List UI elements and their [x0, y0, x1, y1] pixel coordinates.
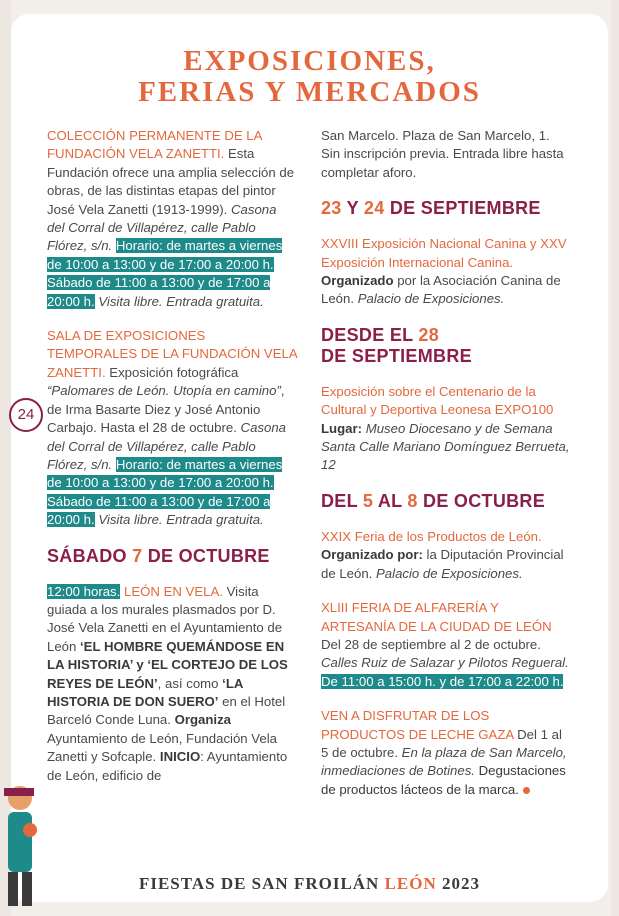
entry-leon-en-vela: [47, 583, 297, 785]
date-heading-7-october: [47, 546, 297, 567]
entry-place: Palacio de Exposiciones.: [357, 291, 505, 307]
page-number-badge: 24: [9, 398, 43, 432]
date-text: DE OCTUBRE: [417, 490, 546, 511]
entry-hours-saturday: Sábado de 11:00 a 13:00 y de 17:00 a 20:00 h.: [47, 275, 271, 309]
entry-dates: Del 28 de septiembre al 2 de octubre.: [321, 636, 541, 652]
entry-works: ‘EL HOMBRE QUEMÁNDOSE EN LA HISTORIA’ y ‘EL CORTEJO DE LOS REYES DE LEÓN’: [47, 638, 288, 691]
entry-admission: Visita libre. Entrada gratuita.: [98, 512, 264, 528]
date-number: 23: [321, 198, 342, 219]
date-text: DESDE EL: [321, 324, 419, 345]
entry-heading: VEN A DISFRUTAR DE LOS PRODUCTOS DE LECHE GAZA: [321, 708, 514, 742]
entry-organizer-label: Organizado por:: [321, 547, 423, 563]
footer-text: FIESTAS DE SAN FROILÁN: [138, 874, 385, 893]
date-number: 24: [363, 198, 385, 219]
entry-body: Visita guiada a los murales plasmados por D. José Vela Zanetti en el Ayuntamiento de León: [47, 583, 283, 654]
entry-place: En la plaza de San Marcelo, inmediaciones de Botines.: [321, 744, 567, 779]
entry-feria-productos: [321, 528, 571, 583]
entry-place: Casona del Corral de Villapérez, calle Pablo Flórez, s/n.: [47, 201, 277, 254]
entry-place: Museo Diocesano y de Semana Santa Calle Mariano Domínguez Berrueta, 12: [321, 420, 570, 473]
left-column: [47, 127, 297, 785]
entry-body-cont: , de Irma Basarte Diez y José Antonio Carbajo. Hasta el 28 de octubre.: [47, 383, 285, 436]
entry-heading: XXVIII Exposición Nacional Canina y XXV Exposición Internacional Canina.: [321, 236, 567, 270]
entry-hours: De 11:00 a 15:00 h. y de 17:00 a 22:00 h.: [321, 673, 564, 689]
entry-organizer-label: Organiza: [174, 712, 232, 728]
right-column: [321, 127, 571, 799]
entry-coleccion: [47, 127, 297, 311]
entry-place: Casona del Corral de Villapérez, calle Pablo Flórez, s/n.: [47, 420, 287, 472]
footer-city: LEÓN: [384, 874, 437, 893]
entry-continuation: San Marcelo. Plaza de San Marcelo, 1. Sin inscripción previa. Entrada libre hasta completar aforo.: [321, 128, 564, 180]
entry-body: en el Hotel Barceló Conde Luna.: [47, 693, 286, 728]
entry-body: Exposición fotográfica: [109, 364, 239, 380]
entry-admission: Visita libre. Entrada gratuita.: [98, 293, 264, 309]
entry-hours: Horario: de martes a viernes de 10:00 a 13:00 y de 17:00 a 20:00 h.: [47, 238, 283, 272]
date-text: DE OCTUBRE: [142, 545, 270, 566]
entry-heading: XLIII FERIA DE ALFARERÍA Y ARTESANÍA DE LA CIUDAD DE LEÓN: [321, 600, 552, 634]
entry-dates: Del 1 al 5 de octubre.: [321, 726, 562, 760]
entry-place-label: Lugar:: [321, 420, 363, 436]
entry-place: Calles Ruiz de Salazar y Pilotos Regueral.: [321, 655, 569, 671]
entry-place: Palacio de Exposiciones.: [376, 565, 523, 581]
entry-body: Esta Fundación ofrece una amplia selección de obras, de las distintas etapas del pintor José Vela Zanetti (1913-1999).: [47, 146, 295, 217]
date-heading-5-8-october: [321, 491, 571, 512]
entry-heading: COLECCIÓN PERMANENTE DE LA FUNDACIÓN VELA ZANETTI.: [47, 128, 262, 162]
footer-banner: [0, 874, 619, 894]
date-text: DEL: [321, 490, 363, 511]
entry-works: ‘LA HISTORIA DE DON SUERO’: [47, 675, 243, 709]
entry-exhibition-title: “Palomares de León. Utopía en camino”: [47, 383, 281, 399]
date-text: SÁBADO: [47, 545, 133, 566]
right-margin-strip: [611, 0, 619, 916]
date-number: 28: [418, 324, 440, 345]
entry-exposicion-canina: [321, 235, 571, 309]
date-number: 5: [362, 490, 374, 511]
entry-sala-exposiciones: [47, 327, 297, 529]
page-title-line2: FERIAS Y MERCADOS: [138, 76, 481, 108]
entry-hours: Horario: de martes a viernes de 10:00 a 13:00 y de 17:00 a 20:00 h. Sábado de 11:00 a 13:00 y de 17:00 a 20:00 h.: [47, 456, 283, 528]
figure-badge: [23, 823, 37, 837]
date-text: AL: [373, 490, 408, 511]
end-dot-icon: [523, 787, 530, 794]
figure-body: [8, 812, 32, 872]
entry-organizer: Ayuntamiento de León, Fundación Vela Zanetti y Sofcaple.: [47, 730, 277, 765]
entry-organizer: la Diputación Provincial de León.: [321, 547, 564, 581]
entry-heading: Exposición sobre el Centenario de la Cultural y Deportiva Leonesa EXPO100: [321, 383, 554, 418]
entry-start-label: INICIO: [159, 749, 201, 765]
entry-heading: SALA DE EXPOSICIONES TEMPORALES DE LA FUNDACIÓN VELA ZANETTI.: [47, 328, 297, 380]
date-heading-23-24-september: [321, 198, 571, 219]
figure-hat: [4, 788, 34, 796]
date-text: DE SEPTIEMBRE: [321, 345, 472, 366]
date-number: 7: [132, 545, 143, 566]
page-title-line1: EXPOSICIONES,: [183, 45, 436, 77]
entry-organizer-label: Organizado: [321, 273, 394, 289]
date-text: DE SEPTIEMBRE: [384, 198, 541, 219]
entry-tail: Degustaciones de productos lácteos de la marca.: [321, 763, 566, 797]
entry-body: , así como: [157, 675, 219, 691]
entry-heading: XXIX Feria de los Productos de León.: [321, 528, 542, 544]
entry-expo100: [321, 383, 571, 475]
entry-time: 12:00 horas.: [47, 583, 121, 599]
entry-heading: LEÓN EN VELA.: [124, 583, 223, 599]
date-number: 8: [407, 490, 418, 511]
entry-start: : Ayuntamiento de León, edificio de: [47, 749, 288, 783]
footer-year: 2023: [436, 874, 481, 893]
date-heading-desde-28-september: [321, 325, 571, 367]
entry-leche-gaza: [321, 707, 571, 799]
entry-feria-alfareria: [321, 599, 571, 691]
date-text: Y: [341, 198, 364, 219]
entry-organizer: por la Asociación Canina de León.: [321, 273, 561, 307]
